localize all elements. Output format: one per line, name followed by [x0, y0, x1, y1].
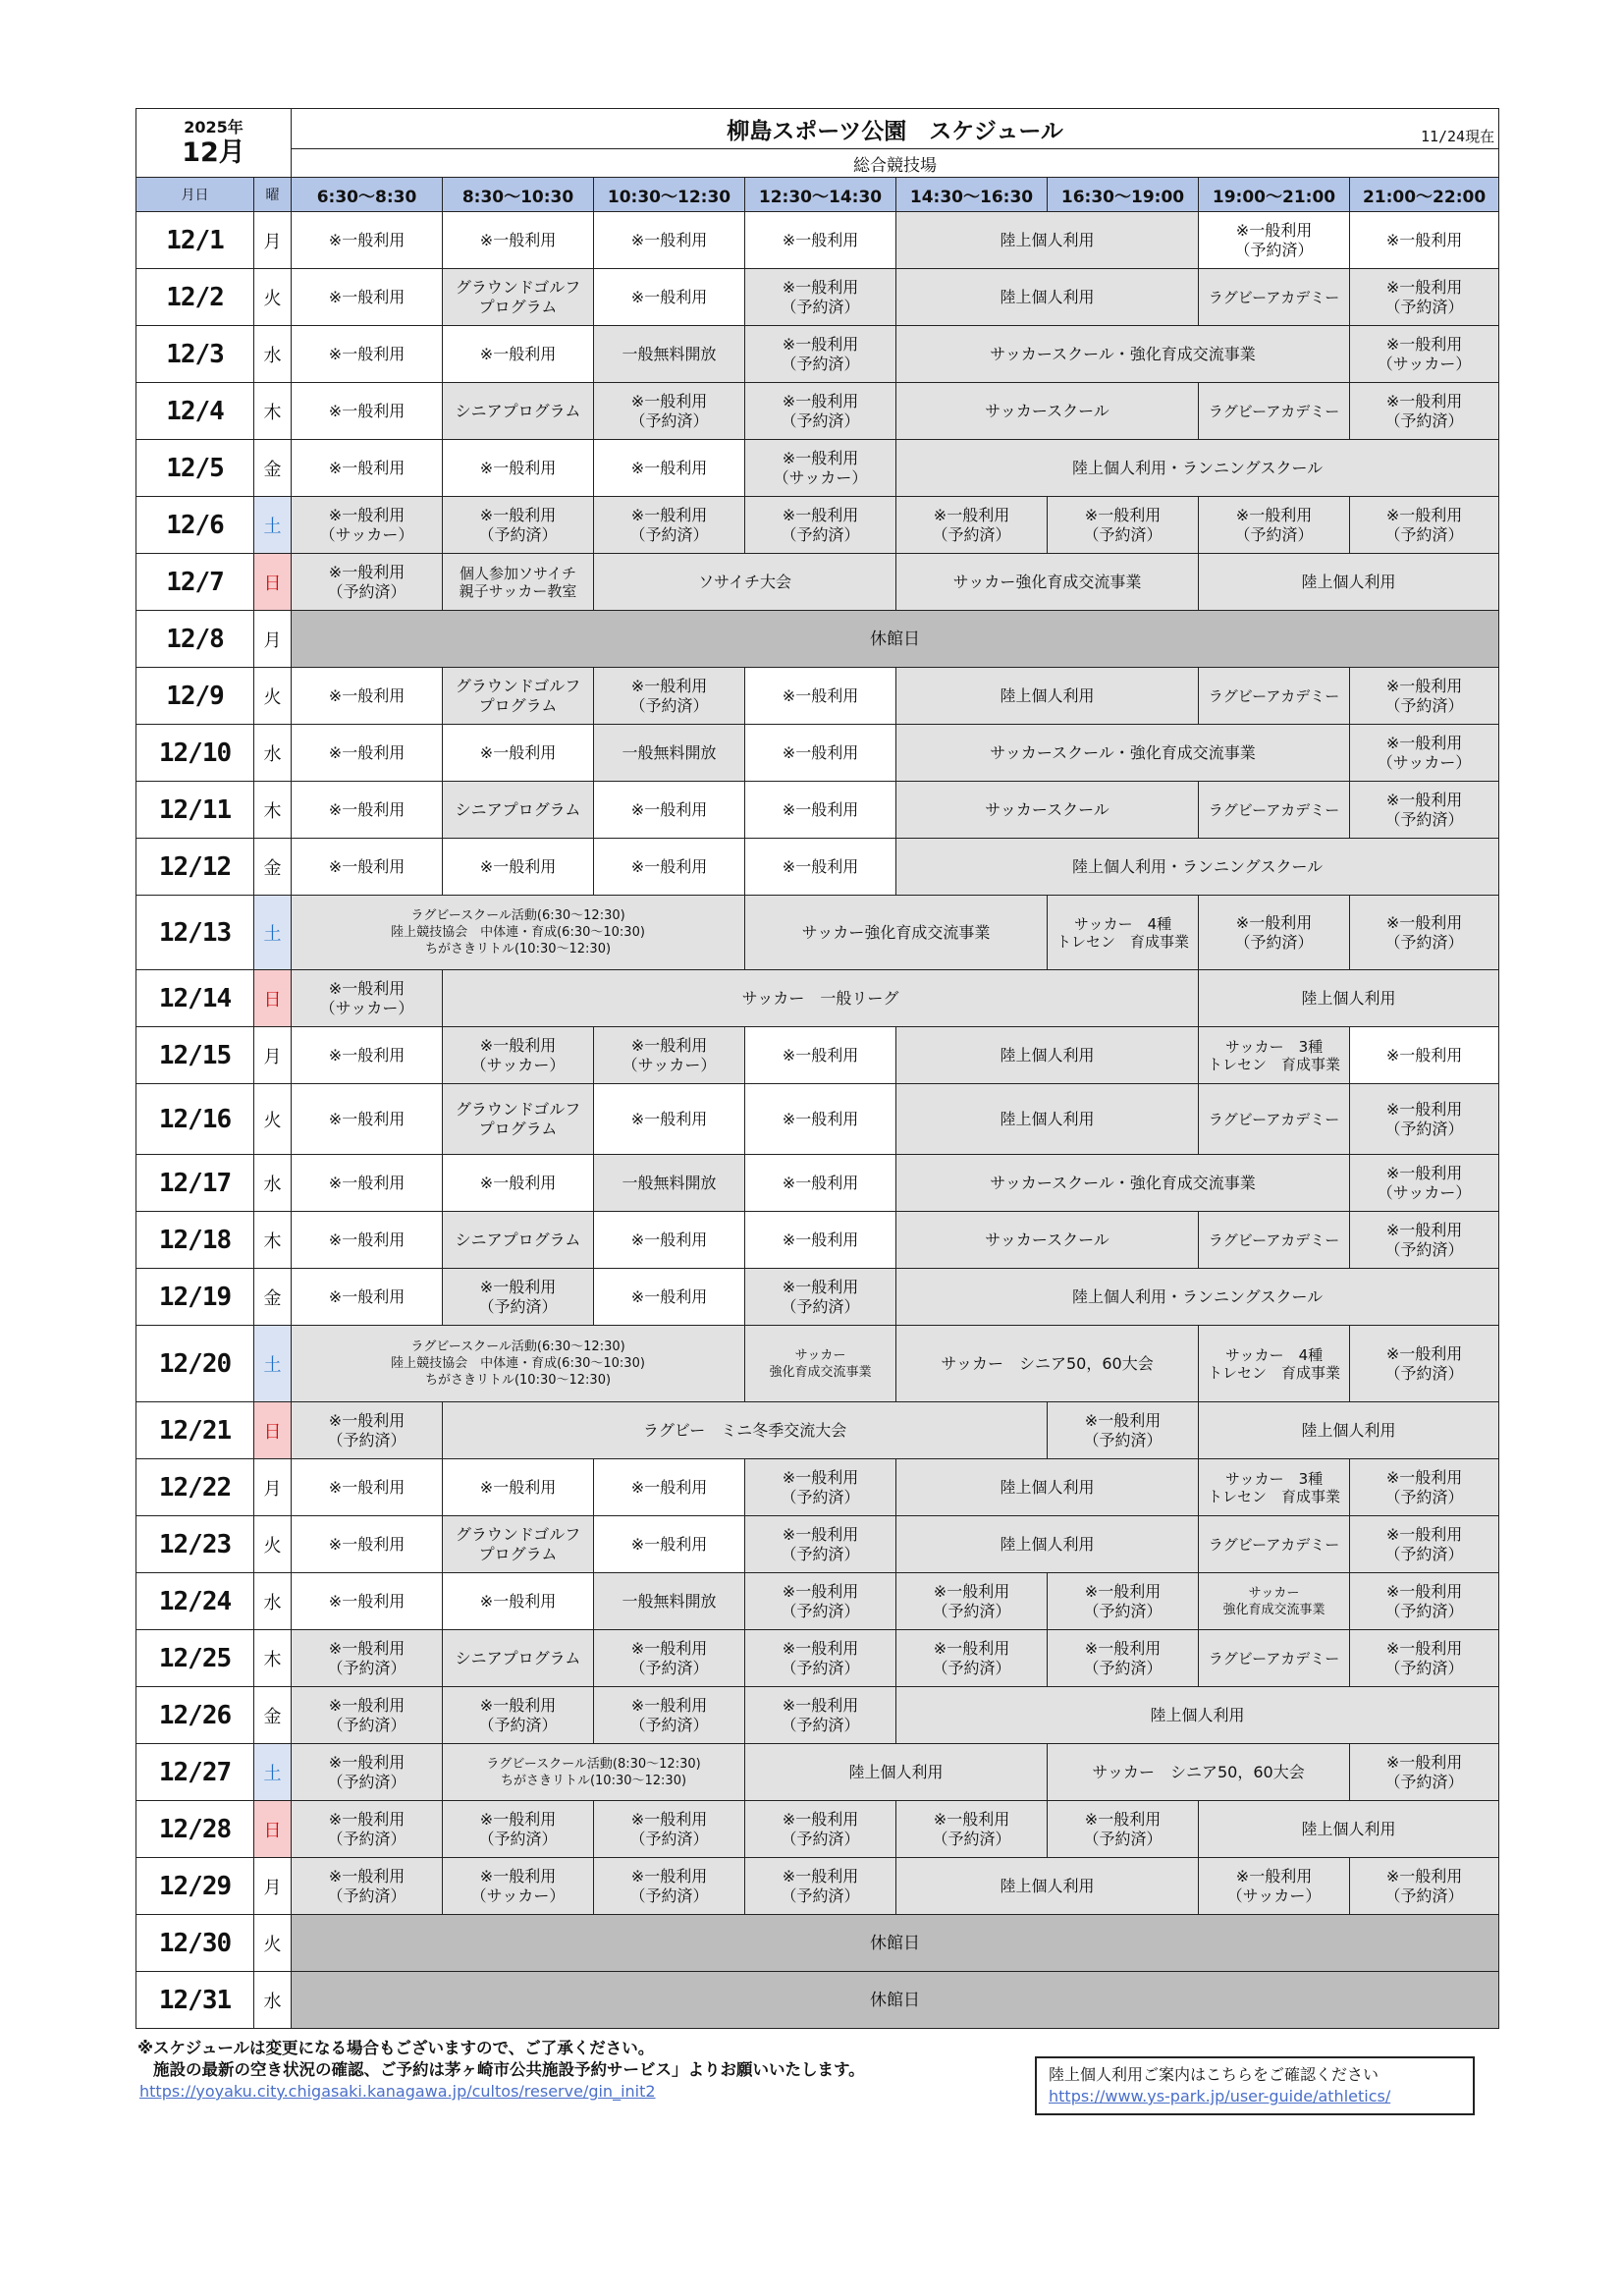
schedule-cell: 陸上個人利用 [896, 668, 1199, 725]
schedule-cell: サッカースクール・強化育成交流事業 [896, 1155, 1350, 1212]
schedule-cell: ※一般利用 [443, 1459, 594, 1516]
date-cell: 12/14 [136, 970, 254, 1027]
schedule-cell: サッカー強化育成交流事業 [896, 554, 1199, 611]
schedule-cell: ※一般利用 [443, 725, 594, 782]
slot-header: 12:30～14:30 [745, 178, 896, 212]
schedule-row [136, 725, 1499, 782]
date-cell: 12/19 [136, 1269, 254, 1326]
day-of-week-cell: 木 [254, 782, 292, 839]
date-cell: 12/16 [136, 1084, 254, 1155]
schedule-cell: ※一般利用 （予約済） [1350, 1212, 1499, 1269]
schedule-cell: ※一般利用 （予約済） [1350, 1516, 1499, 1573]
date-cell: 12/2 [136, 269, 254, 326]
schedule-cell: ※一般利用 （予約済） [443, 1269, 594, 1326]
schedule-cell: ※一般利用 （予約済） [292, 1687, 443, 1744]
closed-day-cell: 休館日 [292, 1972, 1499, 2029]
dow-column-header: 曜 [254, 178, 292, 212]
day-of-week-cell: 火 [254, 269, 292, 326]
schedule-row [136, 1155, 1499, 1212]
schedule-row [136, 896, 1499, 970]
schedule-cell: ※一般利用 （予約済） [1048, 1801, 1199, 1858]
schedule-cell: ※一般利用 （予約済） [1048, 1630, 1199, 1687]
schedule-cell: サッカー シニア50，60大会 [1048, 1744, 1350, 1801]
date-cell: 12/11 [136, 782, 254, 839]
day-of-week-cell: 日 [254, 970, 292, 1027]
schedule-cell: ラグビースクール活動(6:30～12:30) 陸上競技協会 中体連・育成(6:30～10:30) ちがさきリトル(10:30～12:30) [292, 896, 745, 970]
schedule-cell: ※一般利用 （予約済） [896, 1801, 1048, 1858]
slot-header: 16:30～19:00 [1048, 178, 1199, 212]
schedule-row [136, 497, 1499, 554]
schedule-cell: 陸上個人利用・ランニングスクール [896, 839, 1499, 896]
date-cell: 12/29 [136, 1858, 254, 1915]
day-of-week-cell: 土 [254, 1744, 292, 1801]
schedule-cell: 陸上個人利用 [896, 1027, 1199, 1084]
schedule-cell: ※一般利用 [594, 212, 745, 269]
schedule-table [135, 108, 1499, 2029]
schedule-cell: ※一般利用 （予約済） [1350, 1084, 1499, 1155]
schedule-cell: ※一般利用 （サッカー） [292, 970, 443, 1027]
footer-note [137, 2038, 865, 2081]
schedule-cell: ※一般利用 （予約済） [896, 1573, 1048, 1630]
schedule-cell: グラウンドゴルフ プログラム [443, 1084, 594, 1155]
schedule-cell: ※一般利用 （予約済） [594, 1630, 745, 1687]
slot-header: 21:00～22:00 [1350, 178, 1499, 212]
page-title [292, 109, 1499, 149]
date-cell: 12/22 [136, 1459, 254, 1516]
schedule-cell: ※一般利用 [745, 839, 896, 896]
schedule-cell: ※一般利用 （予約済） [745, 269, 896, 326]
schedule-row [136, 440, 1499, 497]
day-of-week-cell: 木 [254, 383, 292, 440]
schedule-cell: サッカースクール・強化育成交流事業 [896, 326, 1350, 383]
schedule-cell: ※一般利用 [292, 1155, 443, 1212]
schedule-cell: ※一般利用 （サッカー） [292, 497, 443, 554]
schedule-cell: ラグビーアカデミー [1199, 1212, 1350, 1269]
year-label: 2025年 [184, 117, 243, 137]
schedule-cell: ※一般利用 [292, 326, 443, 383]
schedule-cell: 一般無料開放 [594, 1155, 745, 1212]
day-of-week-cell: 水 [254, 1155, 292, 1212]
schedule-cell: 陸上個人利用 [896, 212, 1199, 269]
schedule-row [136, 1972, 1499, 2029]
schedule-cell: ラグビーアカデミー [1199, 782, 1350, 839]
schedule-cell: サッカー 強化育成交流事業 [1199, 1573, 1350, 1630]
schedule-cell: ※一般利用 （予約済） [443, 1801, 594, 1858]
schedule-cell: ※一般利用 （予約済） [594, 1858, 745, 1915]
schedule-cell: ※一般利用 [745, 212, 896, 269]
schedule-cell: ※一般利用 （予約済） [745, 1459, 896, 1516]
schedule-cell: ※一般利用 [292, 1516, 443, 1573]
day-of-week-cell: 金 [254, 1687, 292, 1744]
date-cell: 12/23 [136, 1516, 254, 1573]
schedule-cell: グラウンドゴルフ プログラム [443, 1516, 594, 1573]
schedule-row [136, 668, 1499, 725]
schedule-cell: ラグビースクール活動(6:30～12:30) 陸上競技協会 中体連・育成(6:30～10:30) ちがさきリトル(10:30～12:30) [292, 1326, 745, 1402]
schedule-row [136, 1858, 1499, 1915]
day-of-week-cell: 土 [254, 497, 292, 554]
date-cell: 12/4 [136, 383, 254, 440]
schedule-cell: ※一般利用 （予約済） [745, 497, 896, 554]
schedule-cell: 陸上個人利用 [896, 269, 1199, 326]
schedule-cell: ※一般利用 （サッカー） [745, 440, 896, 497]
schedule-row [136, 269, 1499, 326]
schedule-cell: 陸上個人利用 [896, 1858, 1199, 1915]
schedule-row [136, 1269, 1499, 1326]
date-cell: 12/28 [136, 1801, 254, 1858]
schedule-cell: ※一般利用 [292, 668, 443, 725]
schedule-cell: ※一般利用 （予約済） [443, 1687, 594, 1744]
day-of-week-cell: 月 [254, 212, 292, 269]
schedule-cell: 陸上個人利用 [896, 1687, 1499, 1744]
schedule-cell: ※一般利用 [745, 668, 896, 725]
schedule-cell: ※一般利用 （予約済） [292, 1858, 443, 1915]
schedule-cell: ラグビーアカデミー [1199, 269, 1350, 326]
schedule-cell: 陸上個人利用・ランニングスクール [896, 1269, 1499, 1326]
schedule-cell: 陸上個人利用 [745, 1744, 1048, 1801]
schedule-cell: ※一般利用 （予約済） [292, 1402, 443, 1459]
schedule-cell: サッカー 3種 トレセン 育成事業 [1199, 1027, 1350, 1084]
day-of-week-cell: 金 [254, 839, 292, 896]
schedule-cell: ※一般利用 （予約済） [594, 383, 745, 440]
schedule-cell: ※一般利用 （サッカー） [1350, 326, 1499, 383]
schedule-cell: ※一般利用 （予約済） [1199, 497, 1350, 554]
schedule-row [136, 326, 1499, 383]
schedule-row [136, 554, 1499, 611]
schedule-cell: シニアプログラム [443, 1212, 594, 1269]
day-of-week-cell: 火 [254, 1915, 292, 1972]
schedule-cell: 一般無料開放 [594, 326, 745, 383]
schedule-cell: ※一般利用 （予約済） [594, 668, 745, 725]
athletics-info-link[interactable]: https://www.ys-park.jp/user-guide/athletics/ [1049, 2087, 1391, 2105]
schedule-cell: ※一般利用 [594, 1084, 745, 1155]
schedule-cell: ※一般利用 [443, 839, 594, 896]
schedule-cell: ※一般利用 [292, 1027, 443, 1084]
schedule-cell: ※一般利用 [443, 326, 594, 383]
date-cell: 12/10 [136, 725, 254, 782]
slot-header: 6:30～8:30 [292, 178, 443, 212]
date-cell: 12/20 [136, 1326, 254, 1402]
schedule-cell: ※一般利用 （サッカー） [594, 1027, 745, 1084]
schedule-cell: サッカースクール・強化育成交流事業 [896, 725, 1350, 782]
reservation-link[interactable]: https://yoyaku.city.chigasaki.kanagawa.jp/cultos/reserve/gin_init2 [139, 2082, 656, 2101]
schedule-cell: サッカー強化育成交流事業 [745, 896, 1048, 970]
schedule-cell: ラグビーアカデミー [1199, 1516, 1350, 1573]
schedule-cell: ※一般利用 （予約済） [292, 554, 443, 611]
date-cell: 12/13 [136, 896, 254, 970]
date-cell: 12/8 [136, 611, 254, 668]
schedule-cell: 陸上個人利用 [1199, 1402, 1499, 1459]
day-of-week-cell: 木 [254, 1630, 292, 1687]
schedule-cell: ラグビースクール活動(8:30～12:30) ちがさきリトル(10:30～12:30) [443, 1744, 745, 1801]
day-of-week-cell: 火 [254, 1084, 292, 1155]
schedule-cell: ※一般利用 （予約済） [1350, 1744, 1499, 1801]
day-of-week-cell: 月 [254, 1459, 292, 1516]
day-of-week-cell: 木 [254, 1212, 292, 1269]
month-cell [136, 109, 292, 178]
slot-header: 14:30～16:30 [896, 178, 1048, 212]
schedule-cell: ※一般利用 [1350, 212, 1499, 269]
schedule-cell: サッカー 一般リーグ [443, 970, 1199, 1027]
date-cell: 12/9 [136, 668, 254, 725]
schedule-cell: サッカースクール [896, 782, 1199, 839]
schedule-cell: ※一般利用 [292, 1573, 443, 1630]
date-cell: 12/15 [136, 1027, 254, 1084]
schedule-cell: 陸上個人利用・ランニングスクール [896, 440, 1499, 497]
schedule-cell: グラウンドゴルフ プログラム [443, 269, 594, 326]
schedule-cell: シニアプログラム [443, 383, 594, 440]
schedule-cell: ※一般利用 （サッカー） [443, 1027, 594, 1084]
schedule-cell: サッカー シニア50，60大会 [896, 1326, 1199, 1402]
schedule-cell: ※一般利用 [292, 782, 443, 839]
schedule-row [136, 611, 1499, 668]
slot-header: 19:00～21:00 [1199, 178, 1350, 212]
schedule-row [136, 782, 1499, 839]
date-cell: 12/31 [136, 1972, 254, 2029]
schedule-cell: ※一般利用 [292, 839, 443, 896]
schedule-cell: ※一般利用 （予約済） [1350, 497, 1499, 554]
month-label: 12月 [182, 137, 245, 168]
schedule-cell: ※一般利用 [594, 1269, 745, 1326]
schedule-cell: ※一般利用 （予約済） [1199, 212, 1350, 269]
day-of-week-cell: 火 [254, 668, 292, 725]
schedule-cell: 個人参加ソサイチ 親子サッカー教室 [443, 554, 594, 611]
day-of-week-cell: 日 [254, 554, 292, 611]
schedule-cell: ※一般利用 （予約済） [594, 1801, 745, 1858]
schedule-cell: サッカースクール [896, 1212, 1199, 1269]
day-of-week-cell: 月 [254, 1858, 292, 1915]
schedule-cell: サッカースクール [896, 383, 1199, 440]
schedule-cell: 陸上個人利用 [896, 1516, 1199, 1573]
schedule-cell: ※一般利用 （予約済） [594, 497, 745, 554]
schedule-cell: ※一般利用 （予約済） [1350, 1326, 1499, 1402]
schedule-cell: ※一般利用 （予約済） [745, 1516, 896, 1573]
slot-header: 8:30～10:30 [443, 178, 594, 212]
schedule-row [136, 1084, 1499, 1155]
date-cell: 12/6 [136, 497, 254, 554]
schedule-cell: ※一般利用 （予約済） [292, 1744, 443, 1801]
schedule-cell: ※一般利用 （予約済） [1350, 383, 1499, 440]
schedule-row [136, 1459, 1499, 1516]
schedule-cell: サッカー 強化育成交流事業 [745, 1326, 896, 1402]
schedule-cell: サッカー 3種 トレセン 育成事業 [1199, 1459, 1350, 1516]
schedule-cell: 陸上個人利用 [896, 1084, 1199, 1155]
schedule-row [136, 1212, 1499, 1269]
schedule-cell: ※一般利用 [594, 839, 745, 896]
schedule-row [136, 383, 1499, 440]
day-of-week-cell: 水 [254, 326, 292, 383]
day-of-week-cell: 金 [254, 440, 292, 497]
schedule-cell: ※一般利用 [745, 1212, 896, 1269]
date-cell: 12/26 [136, 1687, 254, 1744]
schedule-cell: ※一般利用 （予約済） [1199, 896, 1350, 970]
schedule-cell: ※一般利用 （予約済） [292, 1801, 443, 1858]
schedule-cell: ※一般利用 [745, 1084, 896, 1155]
schedule-cell: 陸上個人利用 [896, 1459, 1199, 1516]
schedule-cell: ※一般利用 [594, 1212, 745, 1269]
schedule-cell: ※一般利用 （予約済） [745, 1687, 896, 1744]
schedule-cell: ※一般利用 （予約済） [1048, 1573, 1199, 1630]
schedule-cell: シニアプログラム [443, 1630, 594, 1687]
schedule-cell: ※一般利用 [292, 725, 443, 782]
date-cell: 12/12 [136, 839, 254, 896]
title-text: 柳島スポーツ公園 スケジュール [727, 118, 1063, 144]
schedule-cell: ※一般利用 （予約済） [745, 1269, 896, 1326]
schedule-cell: ※一般利用 （予約済） [745, 326, 896, 383]
schedule-cell: ※一般利用 （予約済） [1350, 1858, 1499, 1915]
schedule-cell: ※一般利用 [292, 1269, 443, 1326]
schedule-cell: ※一般利用 [745, 782, 896, 839]
schedule-cell: ※一般利用 [594, 1459, 745, 1516]
schedule-cell: 陸上個人利用 [1199, 554, 1499, 611]
schedule-row [136, 1630, 1499, 1687]
day-of-week-cell: 水 [254, 1972, 292, 2029]
date-cell: 12/25 [136, 1630, 254, 1687]
schedule-cell: 陸上個人利用 [1199, 970, 1499, 1027]
schedule-row [136, 1516, 1499, 1573]
schedule-cell: ※一般利用 [443, 212, 594, 269]
schedule-cell: ラグビーアカデミー [1199, 383, 1350, 440]
day-of-week-cell: 土 [254, 1326, 292, 1402]
schedule-cell: グラウンドゴルフ プログラム [443, 668, 594, 725]
schedule-cell: サッカー 4種 トレセン 育成事業 [1048, 896, 1199, 970]
date-cell: 12/24 [136, 1573, 254, 1630]
schedule-cell: ※一般利用 [745, 725, 896, 782]
day-of-week-cell: 月 [254, 611, 292, 668]
schedule-cell: ラグビーアカデミー [1199, 1084, 1350, 1155]
schedule-cell: ※一般利用 （予約済） [1048, 497, 1199, 554]
closed-day-cell: 休館日 [292, 611, 1499, 668]
schedule-cell: ※一般利用 （予約済） [745, 1858, 896, 1915]
schedule-cell: ※一般利用 [292, 1212, 443, 1269]
schedule-cell: ※一般利用 （予約済） [1350, 782, 1499, 839]
schedule-cell: ※一般利用 （予約済） [1350, 1630, 1499, 1687]
schedule-cell: ※一般利用 （予約済） [745, 383, 896, 440]
day-of-week-cell: 水 [254, 1573, 292, 1630]
day-of-week-cell: 水 [254, 725, 292, 782]
schedule-cell: ※一般利用 （予約済） [594, 1687, 745, 1744]
column-header-row [136, 178, 1499, 212]
schedule-cell: ※一般利用 （サッカー） [1350, 725, 1499, 782]
schedule-cell: ラグビーアカデミー [1199, 1630, 1350, 1687]
schedule-cell: 一般無料開放 [594, 725, 745, 782]
schedule-row [136, 1744, 1499, 1801]
schedule-cell: ※一般利用 [443, 440, 594, 497]
day-of-week-cell: 日 [254, 1801, 292, 1858]
schedule-cell: ※一般利用 （予約済） [1048, 1402, 1199, 1459]
schedule-row [136, 1687, 1499, 1744]
schedule-cell: ※一般利用 [292, 1459, 443, 1516]
schedule-cell: サッカー 4種 トレセン 育成事業 [1199, 1326, 1350, 1402]
date-cell: 12/27 [136, 1744, 254, 1801]
date-column-header: 月日 [136, 178, 254, 212]
slot-header: 10:30～12:30 [594, 178, 745, 212]
schedule-row [136, 1027, 1499, 1084]
schedule-cell: ※一般利用 （予約済） [1350, 896, 1499, 970]
day-of-week-cell: 火 [254, 1516, 292, 1573]
schedule-cell: ※一般利用 （予約済） [745, 1630, 896, 1687]
schedule-cell: ※一般利用 （予約済） [1350, 1459, 1499, 1516]
date-cell: 12/21 [136, 1402, 254, 1459]
schedule-row [136, 970, 1499, 1027]
schedule-cell: 陸上個人利用 [1199, 1801, 1499, 1858]
date-cell: 12/3 [136, 326, 254, 383]
schedule-cell: ※一般利用 （サッカー） [443, 1858, 594, 1915]
schedule-row [136, 212, 1499, 269]
schedule-cell: ※一般利用 [594, 269, 745, 326]
date-cell: 12/30 [136, 1915, 254, 1972]
as-of-date: 11/24現在 [1420, 128, 1495, 145]
closed-day-cell: 休館日 [292, 1915, 1499, 1972]
date-cell: 12/1 [136, 212, 254, 269]
schedule-cell: ※一般利用 （予約済） [896, 1630, 1048, 1687]
schedule-cell: ※一般利用 [594, 782, 745, 839]
schedule-cell: ラグビー ミニ冬季交流大会 [443, 1402, 1048, 1459]
schedule-cell: ※一般利用 （予約済） [443, 497, 594, 554]
date-cell: 12/7 [136, 554, 254, 611]
schedule-cell: ※一般利用 [292, 383, 443, 440]
schedule-cell: ※一般利用 [292, 212, 443, 269]
schedule-cell: ※一般利用 （予約済） [292, 1630, 443, 1687]
schedule-cell: ※一般利用 [745, 1155, 896, 1212]
athletics-info-box [1035, 2056, 1475, 2115]
schedule-row [136, 839, 1499, 896]
schedule-cell: ※一般利用 [594, 440, 745, 497]
schedule-cell: ※一般利用 [443, 1155, 594, 1212]
schedule-cell: ※一般利用 （予約済） [745, 1573, 896, 1630]
schedule-cell: ※一般利用 [594, 1516, 745, 1573]
schedule-cell: ※一般利用 [292, 269, 443, 326]
day-of-week-cell: 土 [254, 896, 292, 970]
day-of-week-cell: 金 [254, 1269, 292, 1326]
schedule-row [136, 1801, 1499, 1858]
date-cell: 12/5 [136, 440, 254, 497]
schedule-cell: ※一般利用 （予約済） [1350, 1573, 1499, 1630]
date-cell: 12/18 [136, 1212, 254, 1269]
schedule-cell: ※一般利用 [292, 440, 443, 497]
schedule-cell: ※一般利用 （予約済） [896, 497, 1048, 554]
schedule-row [136, 1915, 1499, 1972]
athletics-info-title: 陸上個人利用ご案内はこちらをご確認ください [1049, 2065, 1380, 2084]
schedule-row [136, 1402, 1499, 1459]
schedule-cell: ※一般利用 （予約済） [1350, 668, 1499, 725]
date-cell: 12/17 [136, 1155, 254, 1212]
schedule-cell: ※一般利用 （サッカー） [1350, 1155, 1499, 1212]
schedule-cell: ※一般利用 [745, 1027, 896, 1084]
schedule-cell: ※一般利用 [1350, 1027, 1499, 1084]
note-line-1: ※スケジュールは変更になる場合もございますので、ご了承ください。 [137, 2039, 655, 2057]
schedule-cell: ※一般利用 [443, 1573, 594, 1630]
day-of-week-cell: 日 [254, 1402, 292, 1459]
venue-label: 総合競技場 [292, 149, 1499, 178]
schedule-cell: シニアプログラム [443, 782, 594, 839]
schedule-cell: ※一般利用 （予約済） [745, 1801, 896, 1858]
schedule-row [136, 1573, 1499, 1630]
schedule-cell: ラグビーアカデミー [1199, 668, 1350, 725]
schedule-cell: 一般無料開放 [594, 1573, 745, 1630]
schedule-cell: ※一般利用 （予約済） [1350, 269, 1499, 326]
day-of-week-cell: 月 [254, 1027, 292, 1084]
schedule-cell: ※一般利用 [292, 1084, 443, 1155]
schedule-row [136, 1326, 1499, 1402]
schedule-cell: ※一般利用 （サッカー） [1199, 1858, 1350, 1915]
schedule-cell: ソサイチ大会 [594, 554, 896, 611]
note-line-2: 施設の最新の空き状況の確認、ご予約は茅ヶ崎市公共施設予約サービス」よりお願いいたします。 [153, 2060, 865, 2079]
